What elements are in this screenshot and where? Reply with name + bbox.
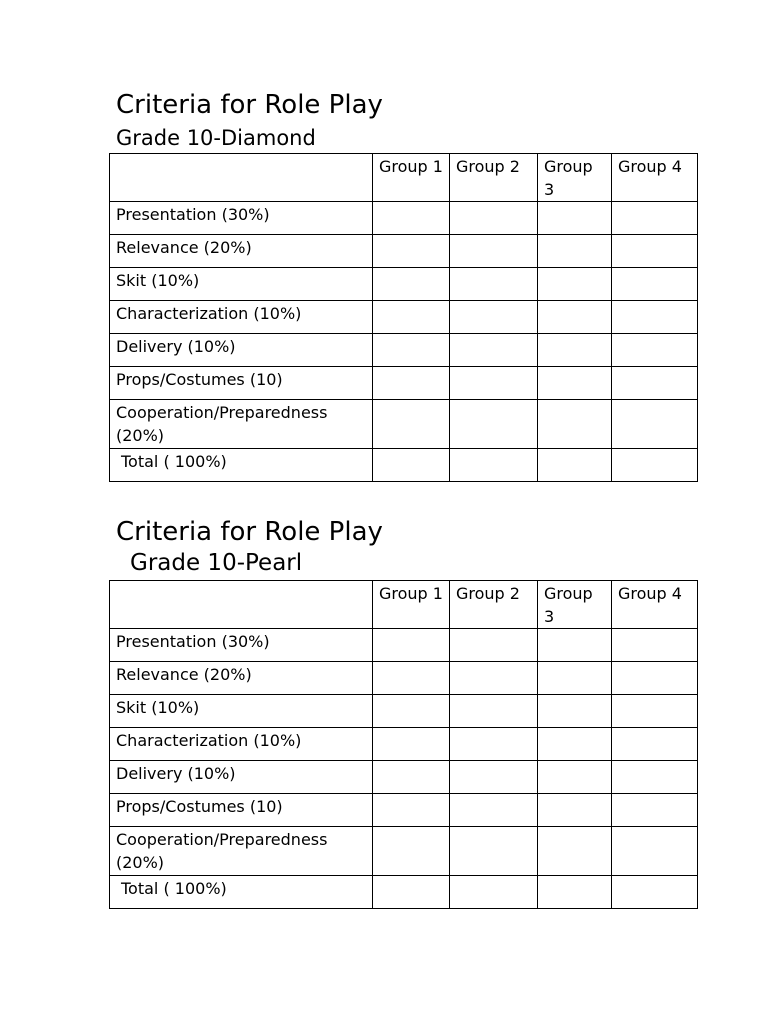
- score-cell[interactable]: [538, 662, 612, 695]
- score-cell[interactable]: [612, 235, 698, 268]
- score-cell[interactable]: [612, 334, 698, 367]
- score-cell[interactable]: [612, 761, 698, 794]
- score-cell[interactable]: [612, 827, 698, 876]
- section-subtitle: Grade 10-Diamond: [116, 126, 316, 150]
- score-cell[interactable]: [450, 334, 538, 367]
- score-cell[interactable]: [373, 662, 450, 695]
- criteria-label: Presentation (30%): [110, 202, 373, 235]
- score-cell[interactable]: [612, 695, 698, 728]
- table-row: [110, 629, 698, 662]
- score-cell[interactable]: [612, 301, 698, 334]
- criteria-label: Delivery (10%): [110, 334, 373, 367]
- header-criteria-cell: [110, 581, 373, 629]
- table-row: [110, 235, 698, 268]
- total-cell[interactable]: [538, 876, 612, 909]
- score-cell[interactable]: [538, 695, 612, 728]
- score-cell[interactable]: [450, 728, 538, 761]
- header-group-3: Group 3: [538, 154, 612, 202]
- rubric-table: [109, 153, 698, 482]
- score-cell[interactable]: [450, 662, 538, 695]
- criteria-label: Delivery (10%): [110, 761, 373, 794]
- criteria-label: Characterization (10%): [110, 301, 373, 334]
- score-cell[interactable]: [373, 334, 450, 367]
- criteria-label: Presentation (30%): [110, 629, 373, 662]
- score-cell[interactable]: [373, 794, 450, 827]
- table-row: [110, 367, 698, 400]
- score-cell[interactable]: [450, 827, 538, 876]
- score-cell[interactable]: [612, 662, 698, 695]
- score-cell[interactable]: [538, 367, 612, 400]
- header-criteria-cell: [110, 154, 373, 202]
- score-cell[interactable]: [612, 268, 698, 301]
- table-row: [110, 761, 698, 794]
- table-row: [110, 662, 698, 695]
- score-cell[interactable]: [538, 268, 612, 301]
- header-group-4: Group 4: [612, 154, 698, 202]
- section-subtitle: Grade 10-Pearl: [130, 550, 303, 576]
- header-group-3: Group 3: [538, 581, 612, 629]
- score-cell[interactable]: [450, 367, 538, 400]
- table-header-row: [110, 581, 698, 629]
- score-cell[interactable]: [373, 695, 450, 728]
- criteria-label: Cooperation/Preparedness (20%): [110, 400, 373, 449]
- table-row: [110, 695, 698, 728]
- total-cell[interactable]: [450, 449, 538, 482]
- total-label: Total ( 100%): [110, 876, 373, 909]
- table-row: [110, 202, 698, 235]
- table-row: [110, 268, 698, 301]
- score-cell[interactable]: [373, 629, 450, 662]
- rubric-table: [109, 580, 698, 909]
- header-group-4: Group 4: [612, 581, 698, 629]
- criteria-label: Skit (10%): [110, 268, 373, 301]
- header-group-2: Group 2: [450, 154, 538, 202]
- table-row: [110, 301, 698, 334]
- table-row: [110, 827, 698, 876]
- total-cell[interactable]: [373, 876, 450, 909]
- total-cell[interactable]: [612, 449, 698, 482]
- criteria-label: Characterization (10%): [110, 728, 373, 761]
- score-cell[interactable]: [373, 728, 450, 761]
- section-title: Criteria for Role Play: [116, 90, 383, 120]
- score-cell[interactable]: [538, 761, 612, 794]
- score-cell[interactable]: [612, 400, 698, 449]
- score-cell[interactable]: [538, 827, 612, 876]
- total-cell[interactable]: [373, 449, 450, 482]
- score-cell[interactable]: [538, 301, 612, 334]
- score-cell[interactable]: [373, 202, 450, 235]
- total-label: Total ( 100%): [110, 449, 373, 482]
- criteria-label: Props/Costumes (10): [110, 794, 373, 827]
- criteria-label: Cooperation/Preparedness (20%): [110, 827, 373, 876]
- total-cell[interactable]: [538, 449, 612, 482]
- score-cell[interactable]: [373, 761, 450, 794]
- score-cell[interactable]: [538, 235, 612, 268]
- criteria-label: Skit (10%): [110, 695, 373, 728]
- table-header-row: [110, 154, 698, 202]
- table-row: [110, 728, 698, 761]
- score-cell[interactable]: [450, 629, 538, 662]
- total-cell[interactable]: [450, 876, 538, 909]
- score-cell[interactable]: [538, 202, 612, 235]
- criteria-label: Props/Costumes (10): [110, 367, 373, 400]
- header-group-2: Group 2: [450, 581, 538, 629]
- score-cell[interactable]: [450, 695, 538, 728]
- score-cell[interactable]: [538, 794, 612, 827]
- score-cell[interactable]: [450, 202, 538, 235]
- table-row: [110, 334, 698, 367]
- score-cell[interactable]: [538, 400, 612, 449]
- header-group-1: Group 1: [373, 581, 450, 629]
- score-cell[interactable]: [450, 794, 538, 827]
- header-group-1: Group 1: [373, 154, 450, 202]
- score-cell[interactable]: [450, 400, 538, 449]
- score-cell[interactable]: [373, 268, 450, 301]
- score-cell[interactable]: [450, 301, 538, 334]
- total-cell[interactable]: [612, 876, 698, 909]
- score-cell[interactable]: [450, 761, 538, 794]
- score-cell[interactable]: [612, 202, 698, 235]
- score-cell[interactable]: [612, 629, 698, 662]
- score-cell[interactable]: [538, 728, 612, 761]
- table-row-total: [110, 876, 698, 909]
- score-cell[interactable]: [450, 235, 538, 268]
- criteria-label: Relevance (20%): [110, 235, 373, 268]
- section-title: Criteria for Role Play: [116, 517, 383, 547]
- table-row: [110, 794, 698, 827]
- score-cell[interactable]: [538, 629, 612, 662]
- score-cell[interactable]: [373, 235, 450, 268]
- table-row: [110, 400, 698, 449]
- criteria-label: Relevance (20%): [110, 662, 373, 695]
- score-cell[interactable]: [373, 301, 450, 334]
- score-cell[interactable]: [612, 728, 698, 761]
- score-cell[interactable]: [373, 400, 450, 449]
- table-row-total: [110, 449, 698, 482]
- score-cell[interactable]: [612, 367, 698, 400]
- score-cell[interactable]: [373, 367, 450, 400]
- score-cell[interactable]: [450, 268, 538, 301]
- score-cell[interactable]: [373, 827, 450, 876]
- score-cell[interactable]: [612, 794, 698, 827]
- score-cell[interactable]: [538, 334, 612, 367]
